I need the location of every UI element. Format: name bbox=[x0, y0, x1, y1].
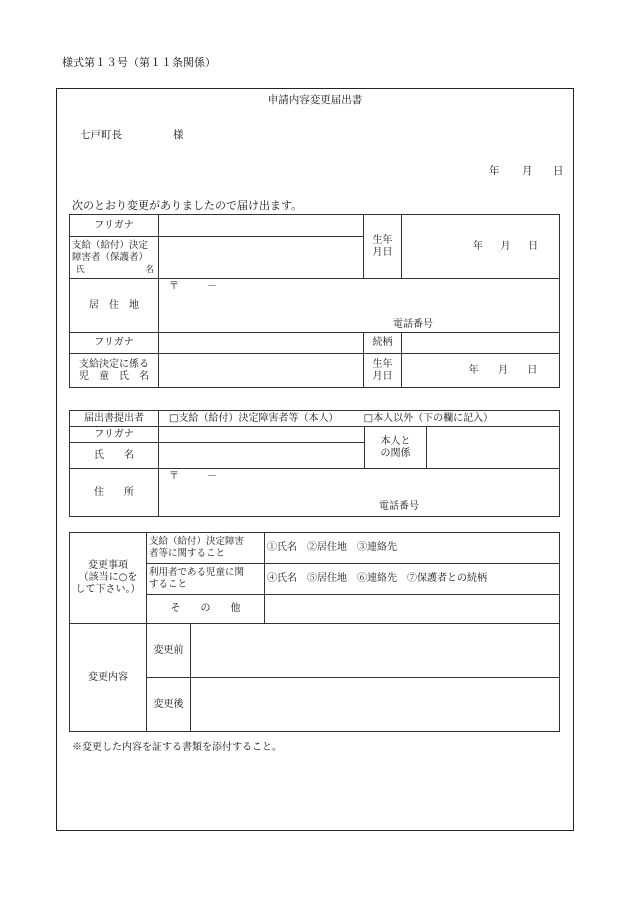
address-label: 居 住 地 bbox=[70, 279, 159, 333]
furigana-label: フリガナ bbox=[70, 215, 159, 237]
after-label: 変更後 bbox=[147, 678, 191, 732]
row2-options[interactable]: ④氏名 ⑤居住地 ⑥連絡先 ⑦保護者との続柄 bbox=[265, 564, 560, 595]
furigana-field[interactable] bbox=[159, 215, 364, 237]
submitter-relation-field[interactable] bbox=[427, 427, 560, 469]
submitter-table bbox=[69, 410, 560, 517]
phone-label: 電話番号 bbox=[393, 319, 433, 330]
recipient-label: 支給（給付）決定 障害者（保護者） 氏 名 bbox=[70, 237, 159, 279]
submitter-furigana-field[interactable] bbox=[159, 427, 365, 443]
option-other[interactable]: □本人以外（下の欄に記入） bbox=[363, 412, 494, 424]
before-label: 変更前 bbox=[147, 624, 191, 678]
submitter-relation-label: 本人と の関係 bbox=[365, 427, 427, 469]
child-furigana-label: フリガナ bbox=[70, 333, 159, 354]
date-day: 日 bbox=[553, 165, 564, 177]
child-birth-date-field[interactable]: 年 月 日 bbox=[402, 354, 560, 388]
applicant-table bbox=[69, 214, 560, 388]
child-name-field[interactable] bbox=[159, 354, 364, 388]
date-month: 月 bbox=[522, 165, 533, 177]
option-self[interactable]: □支給（給付）決定障害者等（本人） bbox=[169, 412, 339, 424]
submitter-address-field[interactable]: 〒 － 電話番号 bbox=[159, 469, 560, 517]
birth-label: 生年 月日 bbox=[364, 215, 402, 279]
change-content-label: 変更内容 bbox=[70, 624, 147, 732]
child-name-label: 支給決定に係る 児 童 氏 名 bbox=[70, 354, 159, 388]
child-furigana-field[interactable] bbox=[159, 333, 364, 354]
row1-options[interactable]: ①氏名 ②居住地 ③連絡先 bbox=[265, 533, 560, 564]
submitter-label: 届出書提出者 bbox=[70, 411, 159, 427]
row1-label: 支給（給付）決定障害 者等に関すること bbox=[147, 533, 265, 564]
address-field[interactable]: 〒 － 電話番号 bbox=[159, 279, 560, 333]
change-table bbox=[69, 532, 560, 732]
row3-label: そ の 他 bbox=[147, 595, 265, 624]
relation-field[interactable] bbox=[402, 333, 560, 354]
note-text: ※変更した内容を証する書類を添付すること。 bbox=[72, 742, 282, 753]
after-field[interactable] bbox=[191, 678, 560, 732]
submitter-address-label: 住 所 bbox=[70, 469, 159, 517]
form-title: 申請内容変更届出書 bbox=[267, 94, 363, 106]
addressee-honorific: 様 bbox=[173, 129, 184, 141]
submitter-furigana-label: フリガナ bbox=[70, 427, 159, 443]
row2-label: 利用者である児童に関 すること bbox=[147, 564, 265, 595]
birth-date-field[interactable]: 年 月 日 bbox=[402, 215, 560, 279]
submitter-options bbox=[159, 411, 560, 427]
relation-label: 続柄 bbox=[364, 333, 402, 354]
before-field[interactable] bbox=[191, 624, 560, 678]
child-birth-label: 生年 月日 bbox=[364, 354, 402, 388]
submitter-phone-label: 電話番号 bbox=[379, 501, 419, 512]
addressee-name: 七戸町長 bbox=[80, 129, 122, 141]
recipient-name-field[interactable] bbox=[159, 237, 364, 279]
form-number: 様式第１３号（第１１条関係） bbox=[62, 56, 216, 69]
change-items-label: 変更事項 （該当に○を して下さい。） bbox=[70, 533, 147, 624]
submitter-name-label: 氏 名 bbox=[70, 443, 159, 469]
date-year: 年 bbox=[489, 165, 500, 177]
intro-text: 次のとおり変更がありましたので届け出ます。 bbox=[72, 199, 303, 212]
submitter-name-field[interactable] bbox=[159, 443, 365, 469]
row3-field[interactable] bbox=[265, 595, 560, 624]
